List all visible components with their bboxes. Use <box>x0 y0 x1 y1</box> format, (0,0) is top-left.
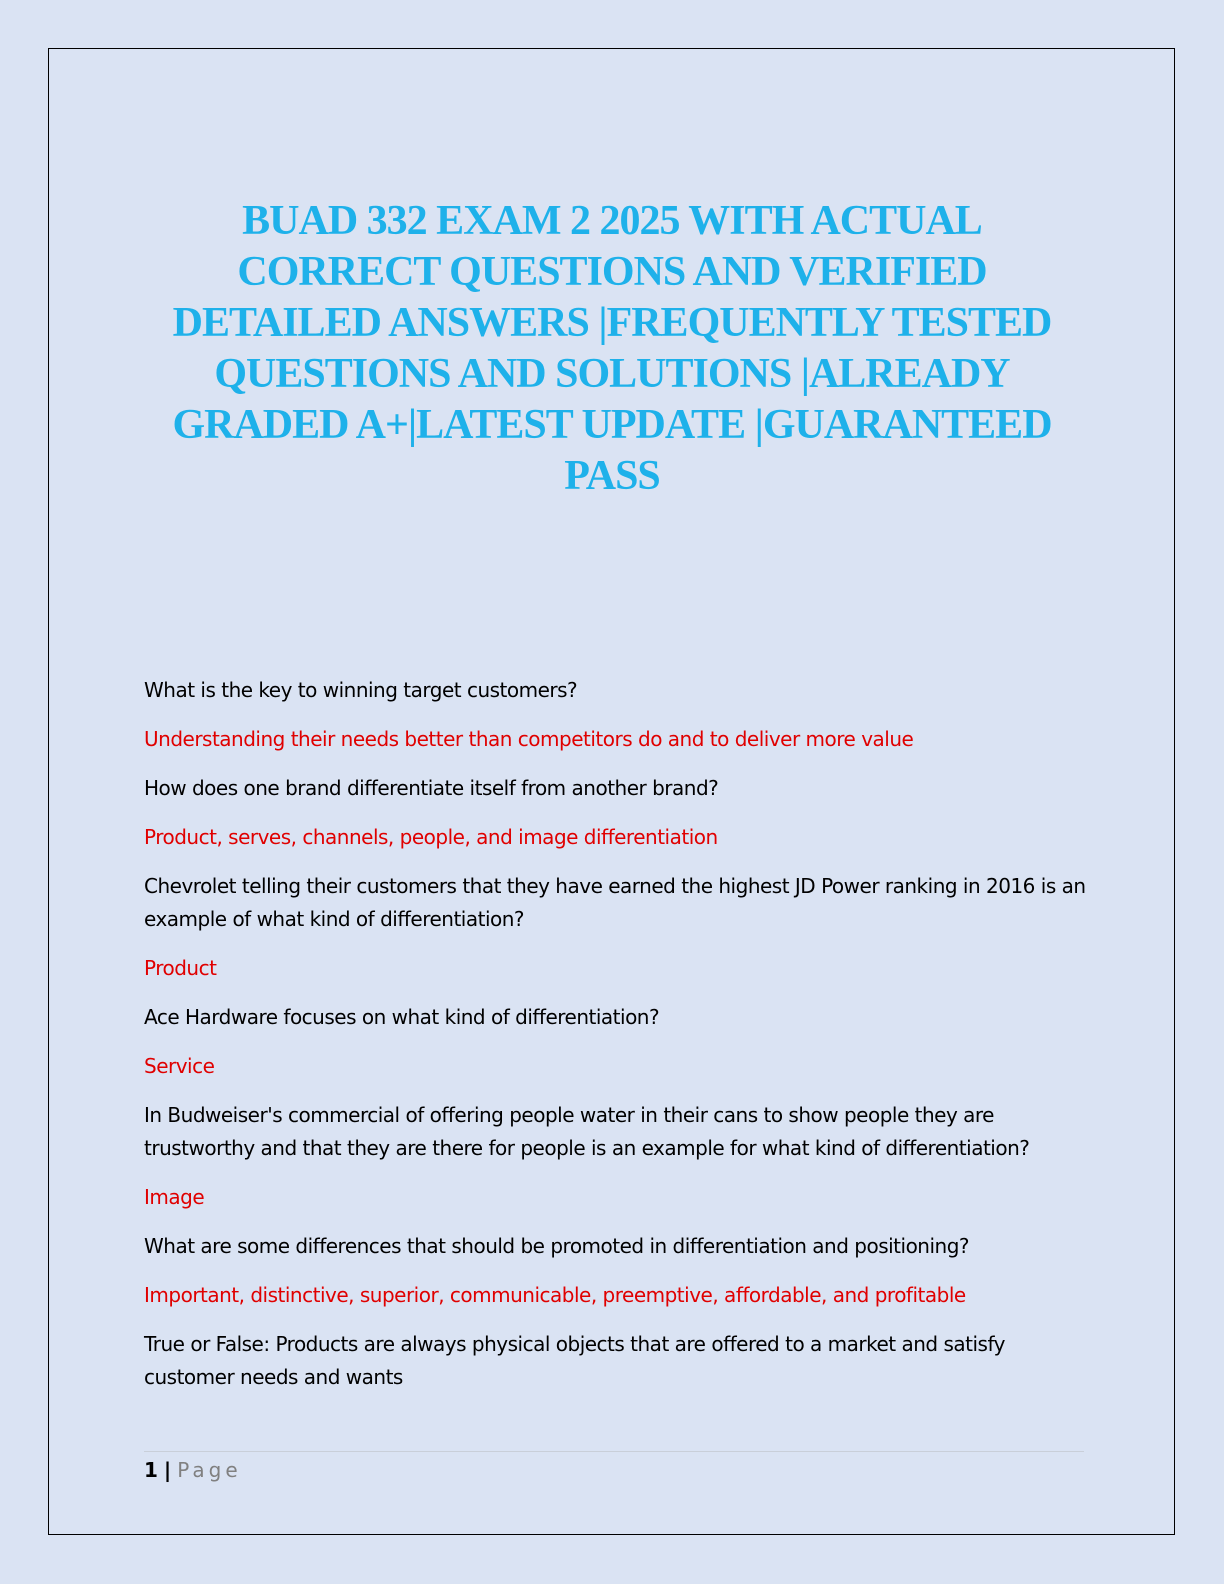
page-footer <box>144 1456 242 1484</box>
footer-divider <box>144 1451 1084 1452</box>
question-1: What is the key to winning target customers? <box>144 678 578 702</box>
question-2: How does one brand differentiate itself from another brand? <box>144 776 719 800</box>
answer-4: Service <box>144 1054 215 1078</box>
question-5: In Budweiser's commercial of offering people water in their cans to show people they are trustworthy and that they are there for people is an example for what kind of differentiation? <box>144 1103 1030 1160</box>
page-number: 1 <box>144 1458 158 1482</box>
answer-3: Product <box>144 956 217 980</box>
question-6: What are some differences that should be promoted in differentiation and positioning? <box>144 1234 970 1258</box>
answer-6: Important, distinctive, superior, communicable, preemptive, affordable, and profitable <box>144 1283 966 1307</box>
question-3: Chevrolet telling their customers that they have earned the highest JD Power ranking in 2016 is an example of what kind of differentiation? <box>144 874 1086 931</box>
document-title: BUAD 332 EXAM 2 2025 WITH ACTUAL CORRECT QUESTIONS AND VERIFIED DETAILED ANSWERS |FREQUENTLY TESTED QUESTIONS AND SOLUTIONS |ALREADY GRADED A+|LATEST UPDATE |GUARANTEED PASS <box>172 198 1052 499</box>
page-separator: | <box>163 1458 172 1482</box>
answer-5: Image <box>144 1185 205 1209</box>
qa-list <box>144 674 1094 1410</box>
question-7: True or False: Products are always physical objects that are offered to a market and satisfy customer needs and wants <box>144 1332 1005 1389</box>
answer-2: Product, serves, channels, people, and image differentiation <box>144 825 718 849</box>
answer-1: Understanding their needs better than competitors do and to deliver more value <box>144 727 914 751</box>
question-4: Ace Hardware focuses on what kind of differentiation? <box>144 1005 660 1029</box>
page-label: Page <box>177 1458 242 1482</box>
